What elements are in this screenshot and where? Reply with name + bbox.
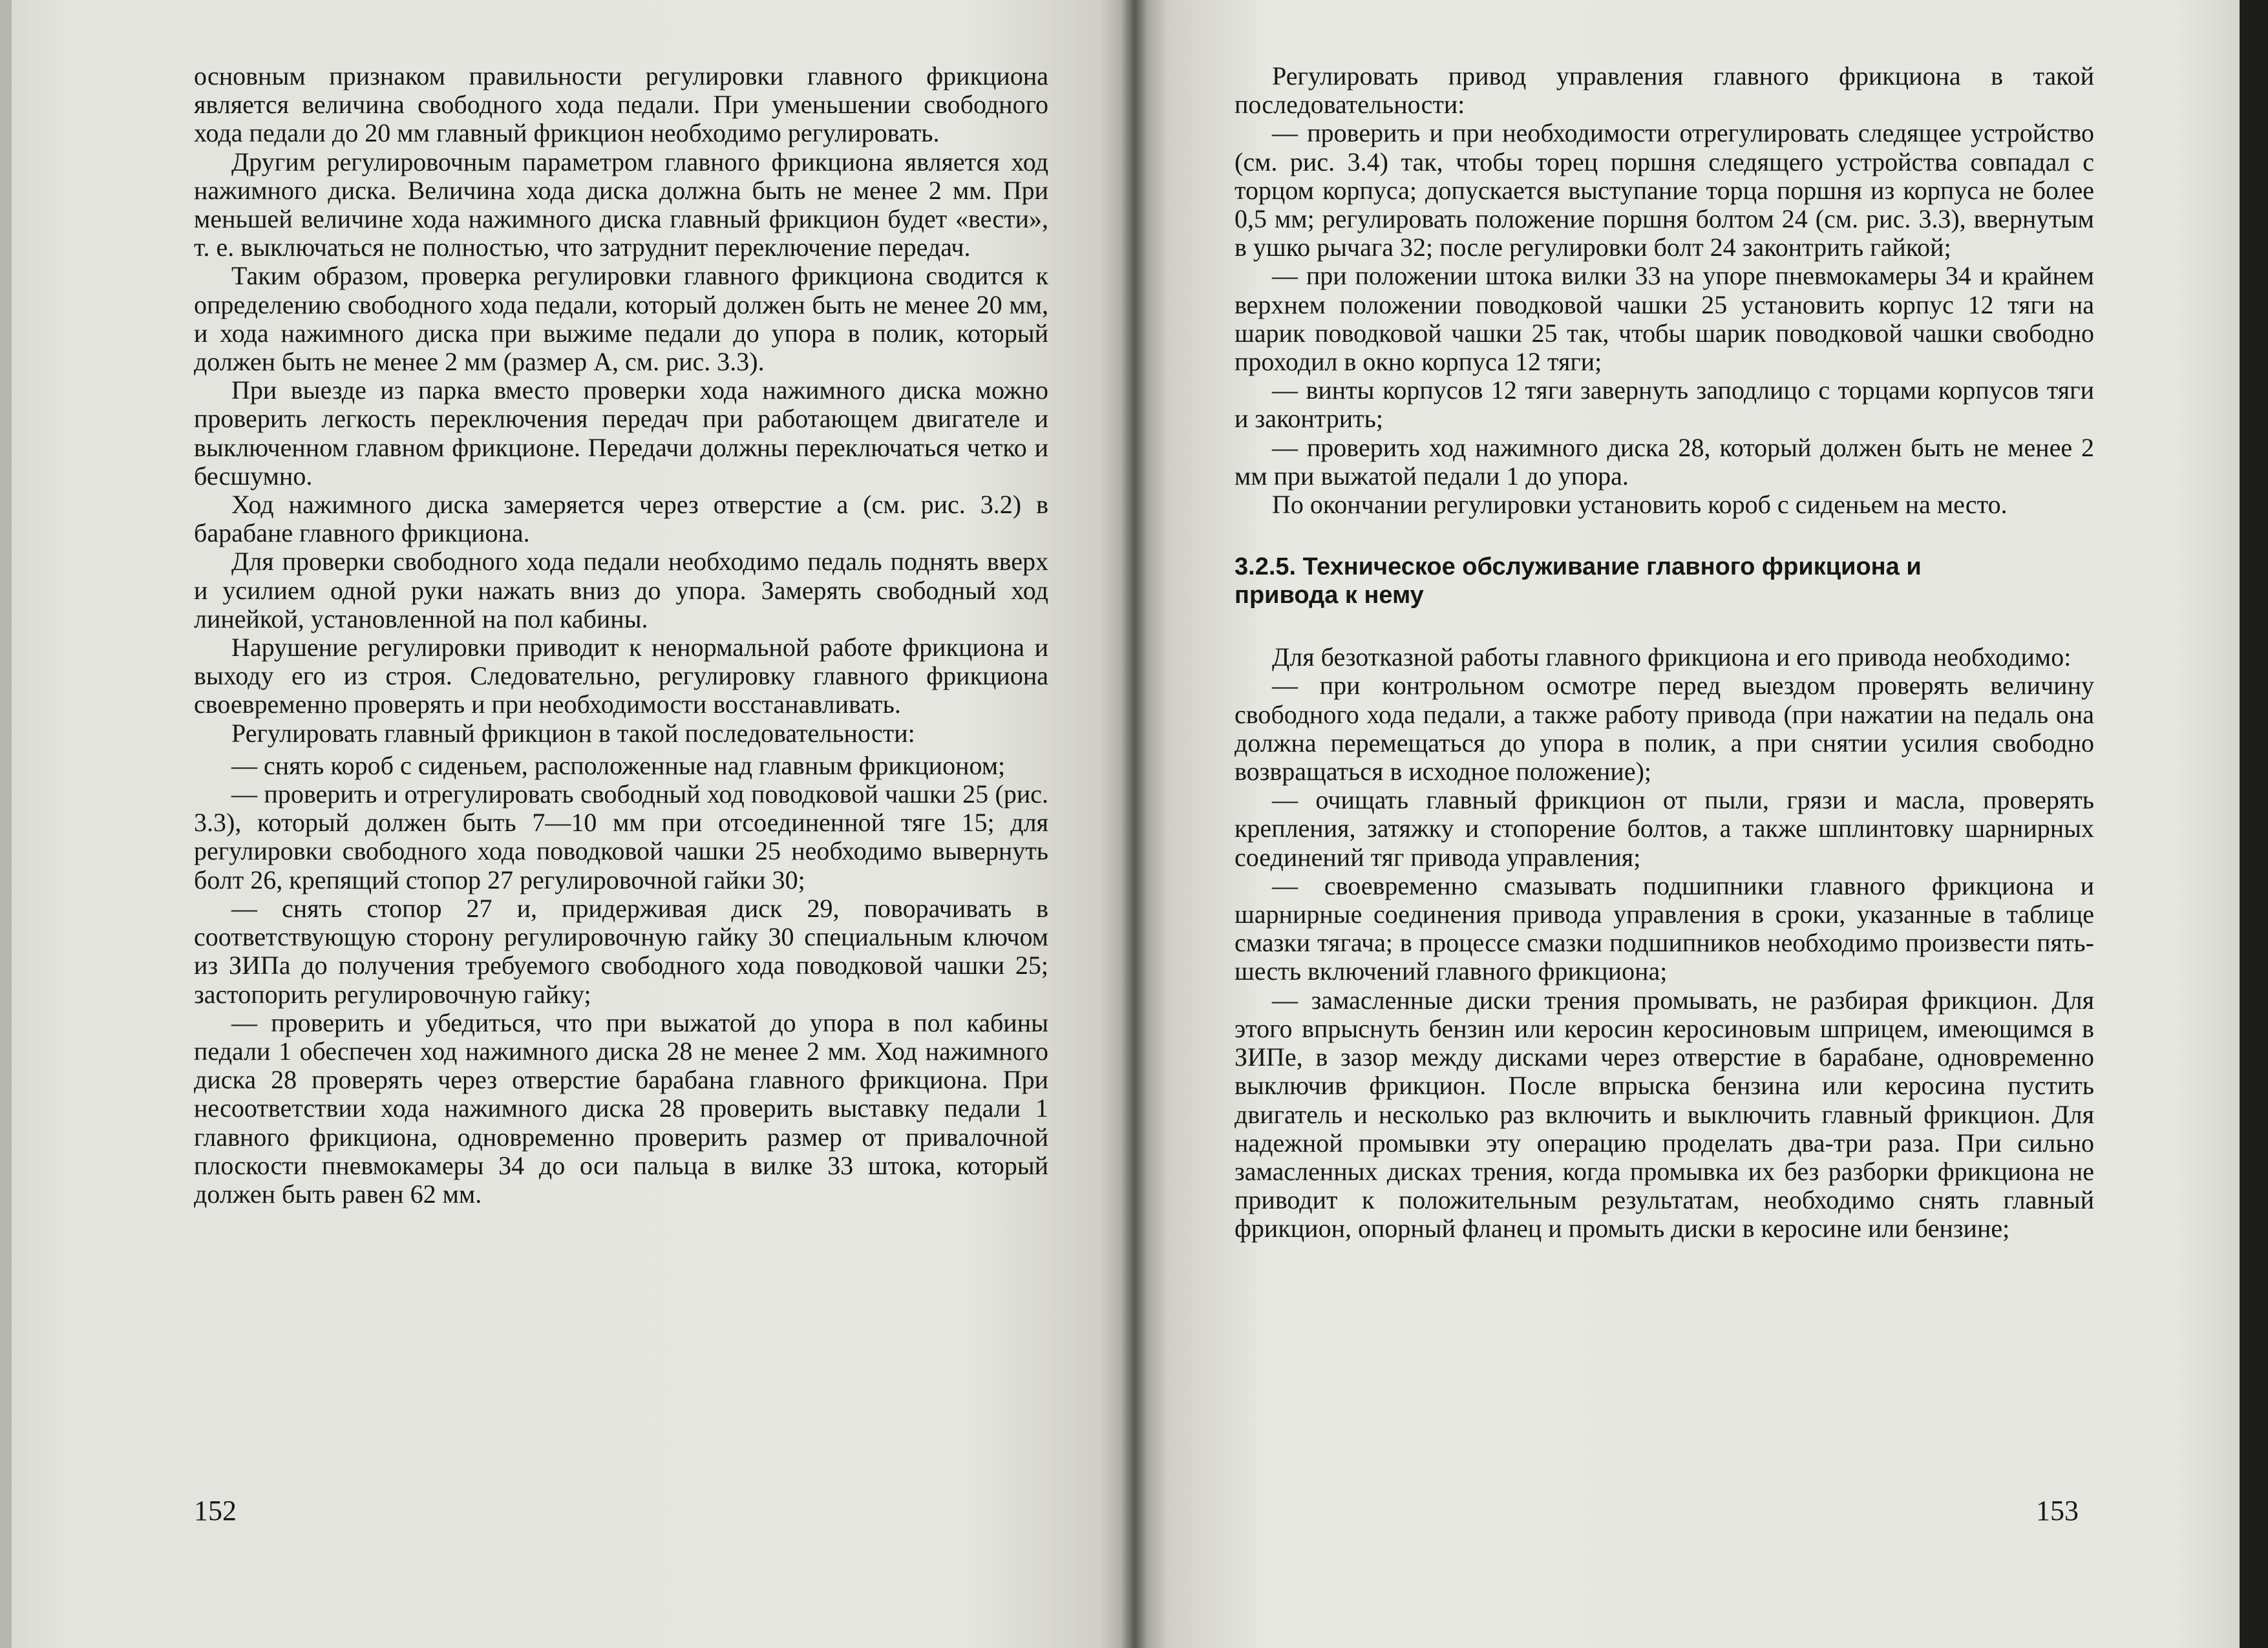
list-item: — снять стопор 27 и, придерживая диск 29, поворачивать в соответствующую сторону регулировочную гайку 30 специальным ключом из ЗИПа до получения требуемого свободного хода поводковой чашки 25; застопорить регулировочную гайку;: [194, 893, 1048, 1009]
list-item: — при положении штока вилки 33 на упоре пневмокамеры 34 и крайнем верхнем положении поводковой чашки 25 установить корпус 12 тяги на шарик поводковой чашки 25 так, чтобы шарик поводковой чашки свободно проходил в окно корпуса 12 тяги;: [1235, 261, 2094, 377]
list-item: — проверить ход нажимного диска 28, который должен быть не менее 2 мм при выжатой педали 1 до упора.: [1235, 432, 2094, 491]
paragraph: Регулировать главный фрикцион в такой последовательности:: [231, 718, 915, 748]
left-page-text: [194, 62, 1048, 1209]
list-item: — замасленные диски трения промывать, не разбирая фрикцион. Для этого впрыснуть бензин или керосин керосиновым шприцем, имеющимся в ЗИПе, в зазор между дисками через отверстие в барабане, одновременно выключив фрикцион. После впрыска бензина или керосина пустить двигатель и несколько раз включить и выключить главный фрикцион. Для надежной промывки эту операцию проделать два-три раза. При сильно замасленных дисках трения, когда промывка их без разборки фрикциона не приводит к положительным результатам, необходимо снять главный фрикцион, опорный фланец и промыть диски в керосине или бензине;: [1235, 985, 2094, 1243]
page-number: 152: [194, 1495, 237, 1527]
list-item: — снять короб с сиденьем, расположенные над главным фрикционом;: [231, 750, 1006, 780]
paragraph: Нарушение регулировки приводит к ненормальной работе фрикциона и выходу его из строя. Следовательно, регулировку главного фрикциона своевременно проверять и при необходимости восстанавливать.: [194, 633, 1048, 719]
page-number: 153: [2036, 1495, 2079, 1527]
paragraph: основным признаком правильности регулировки главного фрикциона является величина свободного хода педали. При уменьшении свободного хода педали до 20 мм главный фрикцион необходимо регулировать.: [194, 61, 1048, 148]
paragraph: Для проверки свободного хода педали необходимо педаль поднять вверх и усилием одной руки нажать вниз до упора. Замерять свободный ход линейкой, установленной на пол кабины.: [194, 547, 1048, 633]
list-item: — проверить и убедиться, что при выжатой до упора в пол кабины педали 1 обеспечен ход нажимного диска 28 не менее 2 мм. Ход нажимного диска 28 проверять через отверстие барабана главного фрикциона. При несоответствии хода нажимного диска 28 проверить выставку педали 1 главного фрикциона, одновременно проверить размер от привалочной плоскости пневмокамеры 34 до оси пальца в вилке 33 штока, который должен быть равен 62 мм.: [194, 1008, 1048, 1209]
paragraph: По окончании регулировки установить короб с сиденьем на место.: [1272, 490, 2008, 520]
list-item: — очищать главный фрикцион от пыли, грязи и масла, проверять крепления, затяжку и стопорение болтов, а также шплинтовку шарнирных соединений тяг привода управления;: [1235, 785, 2094, 872]
list-item: — при контрольном осмотре перед выездом проверять величину свободного хода педали, а также работу привода (при нажатии на педаль она должна перемещаться до упора в полик, а при снятии усилия свободно возвращаться в исходное положение);: [1235, 671, 2094, 787]
list-item: — проверить и отрегулировать свободный ход поводковой чашки 25 (рис. 3.3), который должен быть 7—10 мм при отсоединенной тяге 15; для регулировки свободного хода поводковой чашки 25 необходимо вывернуть болт 26, крепящий стопор 27 регулировочной гайки 30;: [194, 779, 1048, 894]
list-item: — своевременно смазывать подшипники главного фрикциона и шарнирные соединения привода управления в сроки, указанные в таблице смазки тягача; в процессе смазки подшипников необходимо произвести пять-шесть включений главного фрикциона;: [1235, 871, 2094, 986]
right-page-text: [1235, 62, 2094, 1243]
page-edge: [2240, 0, 2268, 1648]
right-page: [1134, 0, 2268, 1648]
list-item: — проверить и при необходимости отрегулировать следящее устройство (см. рис. 3.4) так, чтобы торец поршня следящего устройства совпадал с торцом корпуса; допускается выступание торца поршня из корпуса не более 0,5 мм; регулировать положение поршня болтом 24 (см. рис. 3.3), ввернутым в ушко рычага 32; после регулировки болт 24 законтрить гайкой;: [1235, 118, 2094, 262]
paragraph: Другим регулировочным параметром главного фрикциона является ход нажимного диска. Величина хода диска должна быть не менее 2 мм. При меньшей величине хода нажимного диска главный фрикцион будет «вести», т. е. выключаться не полностью, что затруднит переключение передач.: [194, 147, 1048, 262]
paragraph: При выезде из парка вместо проверки хода нажимного диска можно проверить легкость переключения передач при работающем двигателе и выключенном главном фрикционе. Передачи должны переключаться четко и бесшумно.: [194, 375, 1048, 491]
page-edge: [0, 0, 12, 1648]
list-item: — винты корпусов 12 тяги завернуть заподлицо с торцами корпусов тяги и законтрить;: [1235, 375, 2094, 434]
section-heading: 3.2.5. Техническое обслуживание главного фрикциона и привода к нему: [1235, 553, 1922, 609]
paragraph: Для безотказной работы главного фрикциона и его привода необходимо:: [1272, 642, 2072, 672]
paragraph: Регулировать привод управления главного фрикциона в такой последовательности:: [1235, 61, 2094, 120]
book-gutter: [1121, 0, 1147, 1648]
paragraph: Ход нажимного диска замеряется через отверстие а (см. рис. 3.2) в барабане главного фрикциона.: [194, 490, 1048, 548]
paragraph: Таким образом, проверка регулировки главного фрикциона сводится к определению свободного хода педали, который должен быть не менее 20 мм, и хода нажимного диска при выжиме педали до упора в полик, который должен быть не менее 2 мм (размер А, см. рис. 3.3).: [194, 261, 1048, 377]
